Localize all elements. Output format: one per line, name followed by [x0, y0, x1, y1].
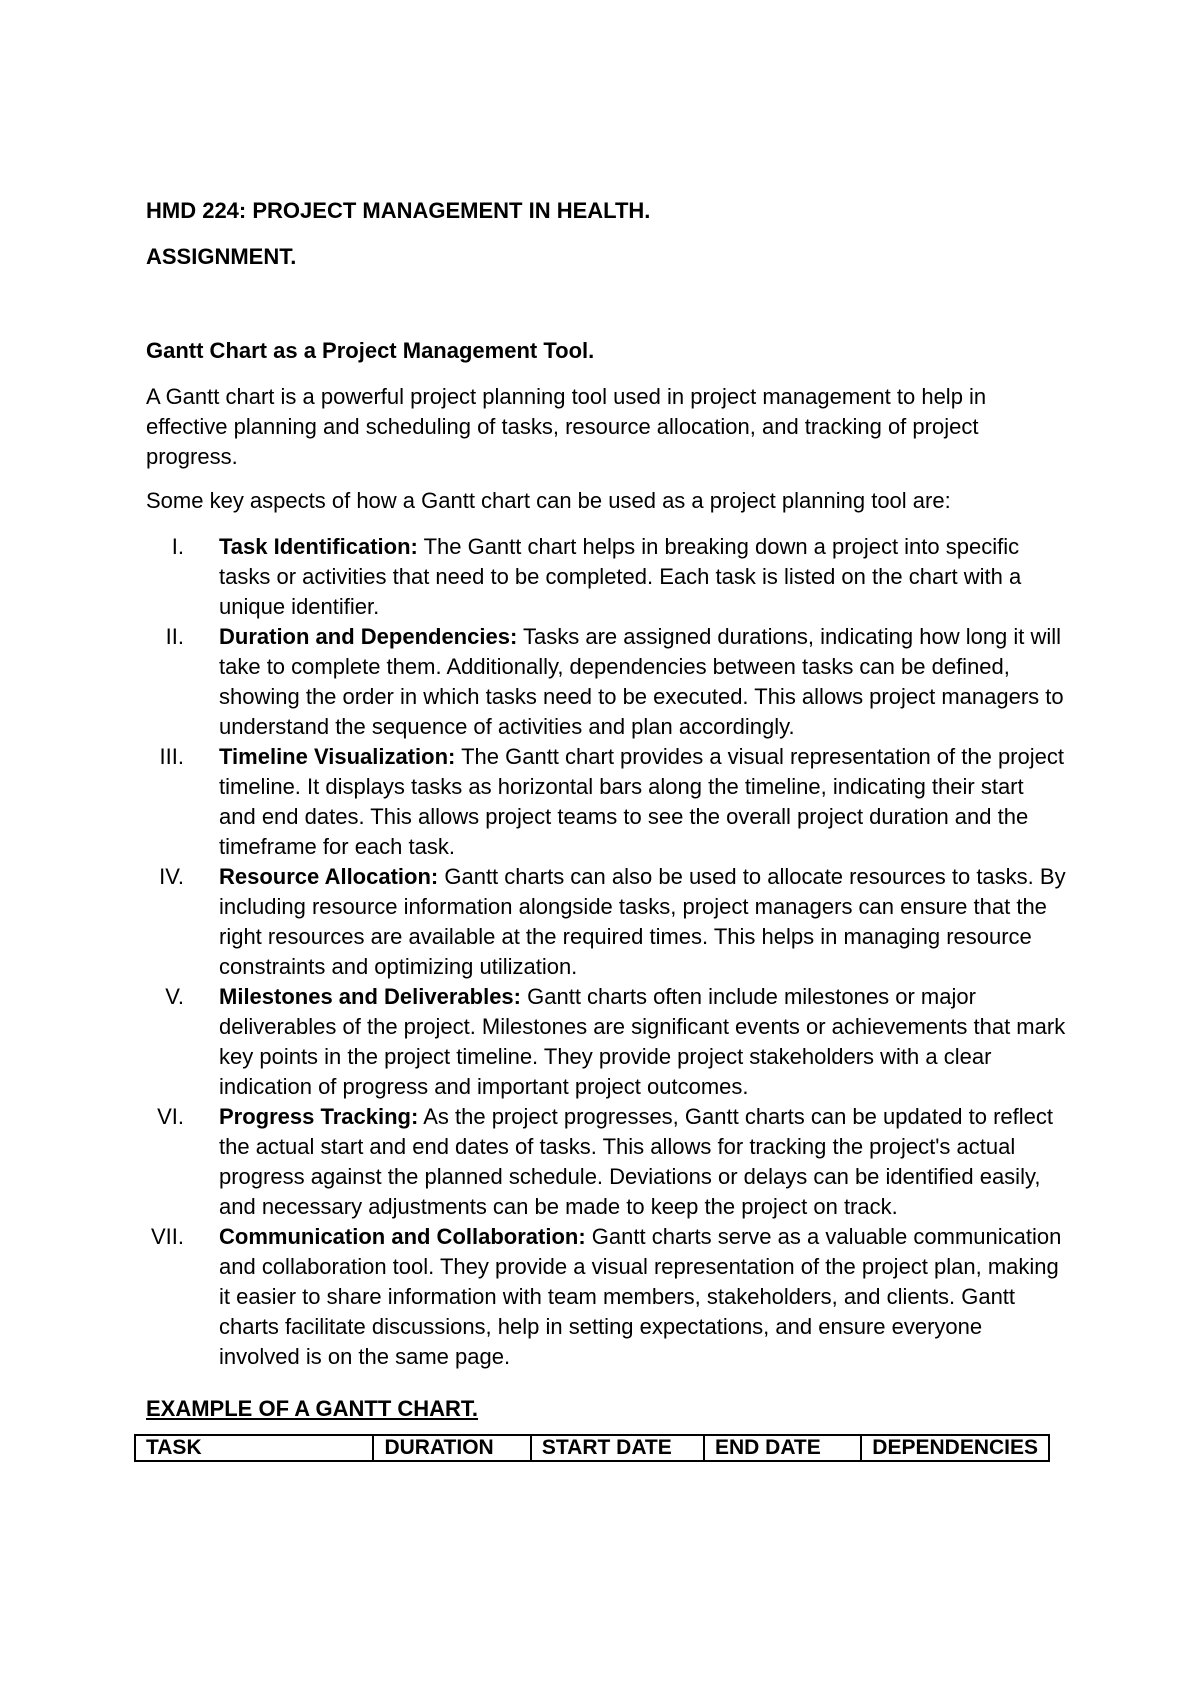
list-numeral: II. [165, 624, 184, 649]
list-item [146, 1102, 1066, 1222]
list-numeral: VII. [150, 1224, 184, 1249]
list-term: Milestones and Deliverables: [219, 984, 521, 1009]
list-numeral: I. [171, 534, 184, 559]
gantt-table [134, 1434, 1050, 1462]
list-item [146, 982, 1066, 1102]
document-page [146, 196, 1066, 1462]
column-header-task: TASK [135, 1435, 373, 1461]
list-term: Task Identification: [219, 534, 418, 559]
list-term: Timeline Visualization: [219, 744, 456, 769]
aspects-list [146, 532, 1066, 1372]
list-numeral: IV. [159, 864, 184, 889]
list-text: Gantt charts can also be used to allocate resources to tasks. By including resource information alongside tasks, project managers can ensure that the right resources are available at the required times. This helps in managing resource constraints and optimizing utilization. [219, 864, 1066, 979]
list-item [146, 532, 1066, 622]
list-numeral: V. [165, 984, 184, 1009]
intro-paragraph: A Gantt chart is a powerful project planning tool used in project management to help in effective planning and scheduling of tasks, resource allocation, and tracking of project progress. [146, 384, 987, 469]
list-text: As the project progresses, Gantt charts can be updated to reflect the actual start and end dates of tasks. This allows for tracking the project's actual progress against the planned schedule. Deviations or delays can be identified easily, and necessary adjustments can be made to keep the project on track. [219, 1104, 1054, 1219]
list-term: Resource Allocation: [219, 864, 439, 889]
column-header-duration: DURATION [373, 1435, 530, 1461]
list-numeral: VI. [157, 1104, 184, 1129]
list-item [146, 1222, 1066, 1372]
list-item [146, 862, 1066, 982]
list-text: The Gantt chart helps in breaking down a project into specific tasks or activities that need to be completed. Each task is listed on the chart with a unique identifier. [219, 534, 1022, 619]
list-text: Gantt charts serve as a valuable communication and collaboration tool. They provide a visual representation of the project plan, making it easier to share information with team members, stakeholders, and clients. Gantt charts facilitate discussions, help in setting expectations, and ensure everyone involved is on the same page. [219, 1224, 1062, 1369]
column-header-end-date: END DATE [704, 1435, 861, 1461]
assignment-heading: ASSIGNMENT. [146, 244, 297, 269]
list-text: Gantt charts often include milestones or major deliverables of the project. Milestones are significant events or achievements that mark key points in the project timeline. They provide project stakeholders with a clear indication of progress and important project outcomes. [219, 984, 1066, 1099]
section-title: Gantt Chart as a Project Management Tool. [146, 338, 595, 363]
list-term: Communication and Collaboration: [219, 1224, 586, 1249]
column-header-start-date: START DATE [531, 1435, 704, 1461]
table-header-row [135, 1435, 1049, 1461]
lead-in-paragraph: Some key aspects of how a Gantt chart can be used as a project planning tool are: [146, 488, 951, 513]
list-term: Duration and Dependencies: [219, 624, 518, 649]
column-header-dependencies: DEPENDENCIES [861, 1435, 1049, 1461]
course-title: HMD 224: PROJECT MANAGEMENT IN HEALTH. [146, 198, 651, 223]
list-term: Progress Tracking: [219, 1104, 419, 1129]
list-text: Tasks are assigned durations, indicating how long it will take to complete them. Additionally, dependencies between tasks can be defined, showing the order in which tasks need to be executed. This allows project managers to understand the sequence of activities and plan accordingly. [219, 624, 1064, 739]
list-text: The Gantt chart provides a visual representation of the project timeline. It displays tasks as horizontal bars along the timeline, indicating their start and end dates. This allows project teams to see the overall project duration and the timeframe for each task. [219, 744, 1064, 859]
list-item [146, 742, 1066, 862]
list-numeral: III. [159, 744, 184, 769]
list-item [146, 622, 1066, 742]
example-title: EXAMPLE OF A GANTT CHART. [146, 1396, 479, 1421]
